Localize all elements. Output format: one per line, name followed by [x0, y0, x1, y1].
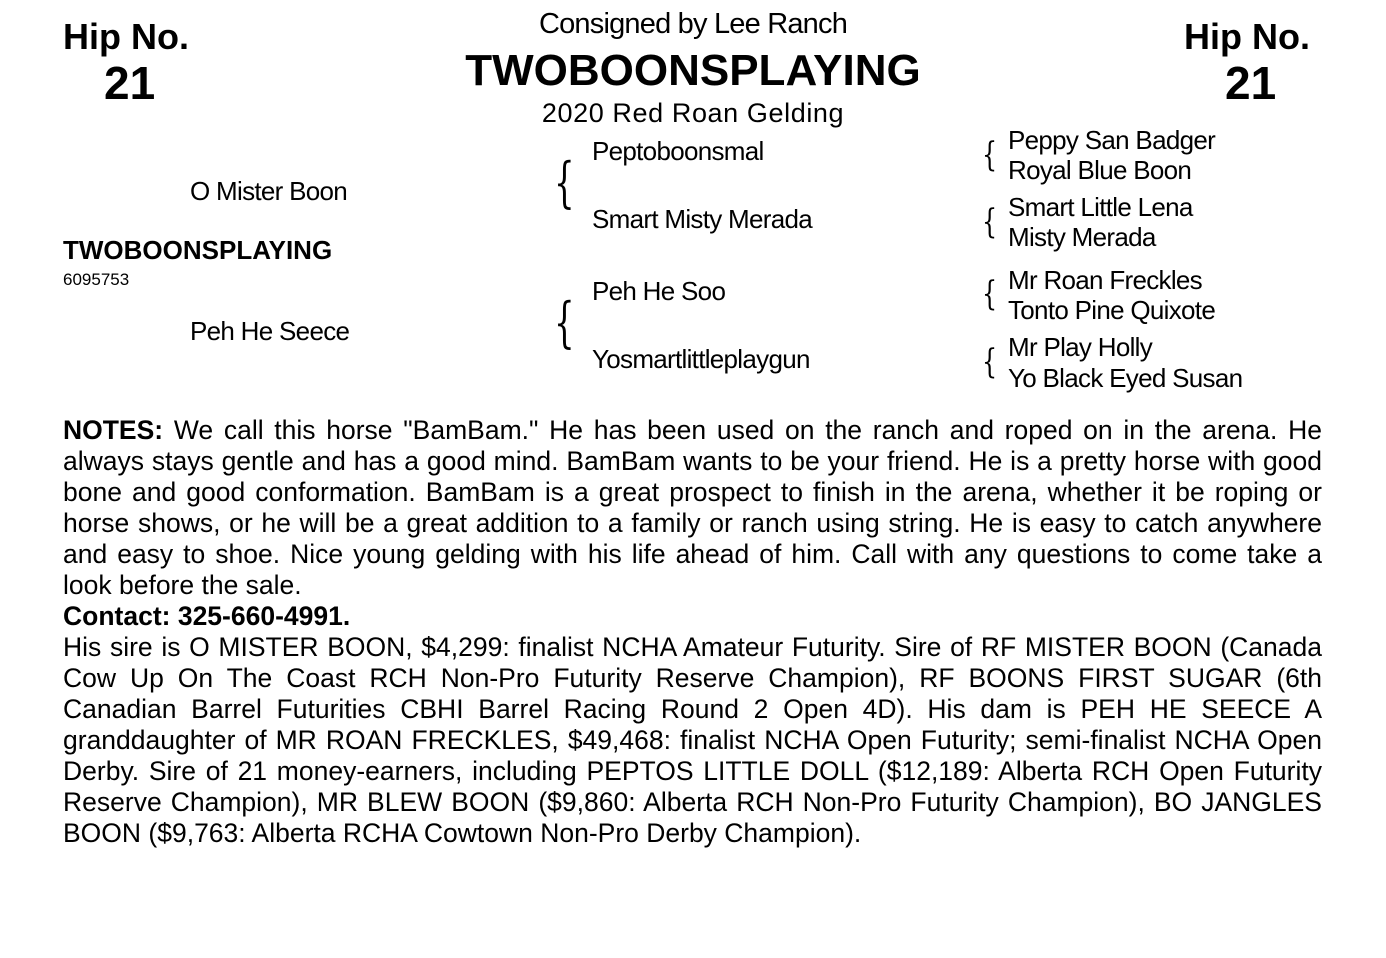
pedigree-sire-sire: Peptoboonsmal — [592, 136, 764, 166]
contact-text: Contact: 325-660-4991. — [63, 601, 351, 631]
pedigree-gen3-item: Misty Merada — [1008, 222, 1156, 252]
contact-line — [63, 601, 1322, 632]
hip-label-left: Hip No. — [63, 16, 189, 57]
pedigree-sire-dam: Smart Misty Merada — [592, 204, 813, 234]
pedigree-dam-dam: Yosmartlittleplaygun — [592, 344, 810, 374]
notes-label: NOTES: — [63, 415, 164, 445]
pedigree-brace: { — [554, 291, 575, 354]
pedigree-gen3-item: Tonto Pine Quixote — [1008, 295, 1216, 325]
history-paragraph: His sire is O MISTER BOON, $4,299: finalist NCHA Amateur Futurity. Sire of RF MISTER BOON (Canada Cow Up On The Coast RCH Non-Pro Futurity Reserve Champion), RF BOONS FIRST SUGAR (6th Canadian Barrel Futurities CBHI Barrel Racing Round 2 Open 4D). His dam is PEH HE SEECE A granddaughter of MR ROAN FRECKLES, $49,468: finalist NCHA Open Futurity; semi-finalist NCHA Open Derby. Sire of 21 money-earners, including PEPTOS LITTLE DOLL ($12,189: Alberta RCH Open Futurity Reserve Champion), MR BLEW BOON ($9,860: Alberta RCH Non-Pro Futurity Champion), BO JANGLES BOON ($9,763: Alberta RCHA Cowtown Non-Pro Derby Champion). — [63, 632, 1322, 848]
pedigree-brace: { — [982, 202, 998, 242]
pedigree-brace: { — [982, 135, 998, 175]
pedigree-horse-name: TWOBOONSPLAYING — [63, 235, 333, 265]
horse-title: TWOBOONSPLAYING — [465, 46, 921, 95]
pedigree-brace: { — [982, 342, 998, 382]
pedigree-dam: Peh He Seece — [190, 316, 350, 346]
pedigree-brace: { — [554, 151, 575, 214]
notes-paragraph — [63, 415, 1322, 601]
pedigree-gen3-item: Mr Play Holly — [1008, 332, 1153, 362]
registration-number: 6095753 — [63, 270, 130, 289]
hip-number-left: 21 — [104, 57, 156, 109]
horse-description: 2020 Red Roan Gelding — [541, 98, 845, 128]
hip-number-right: 21 — [1225, 57, 1277, 109]
pedigree-gen3-item: Peppy San Badger — [1008, 125, 1216, 155]
hip-label-right: Hip No. — [1184, 16, 1310, 57]
pedigree-gen3-item: Yo Black Eyed Susan — [1008, 363, 1243, 393]
pedigree-gen3-item: Royal Blue Boon — [1008, 155, 1192, 185]
pedigree-gen3-item: Smart Little Lena — [1008, 192, 1193, 222]
notes-section — [63, 415, 1322, 849]
notes-text: We call this horse "BamBam." He has been used on the ranch and roped on in the arena. He always stays gentle and has a good mind. BamBam wants to be your friend. He is a pretty horse with good bone and good conformation. BamBam is a great prospect to finish in the arena, whether it be roping or horse shows, or he will be a great addition to a family or ranch using string. He is easy to catch anywhere and easy to shoe. Nice young gelding with his life ahead of him. Call with any questions to come take a look before the sale. — [63, 415, 1322, 600]
pedigree-dam-sire: Peh He Soo — [592, 276, 726, 306]
pedigree-brace: { — [982, 274, 998, 314]
consignor-line: Consigned by Lee Ranch — [538, 8, 848, 40]
pedigree-gen3-item: Mr Roan Freckles — [1008, 265, 1202, 295]
pedigree-sire: O Mister Boon — [190, 176, 348, 206]
